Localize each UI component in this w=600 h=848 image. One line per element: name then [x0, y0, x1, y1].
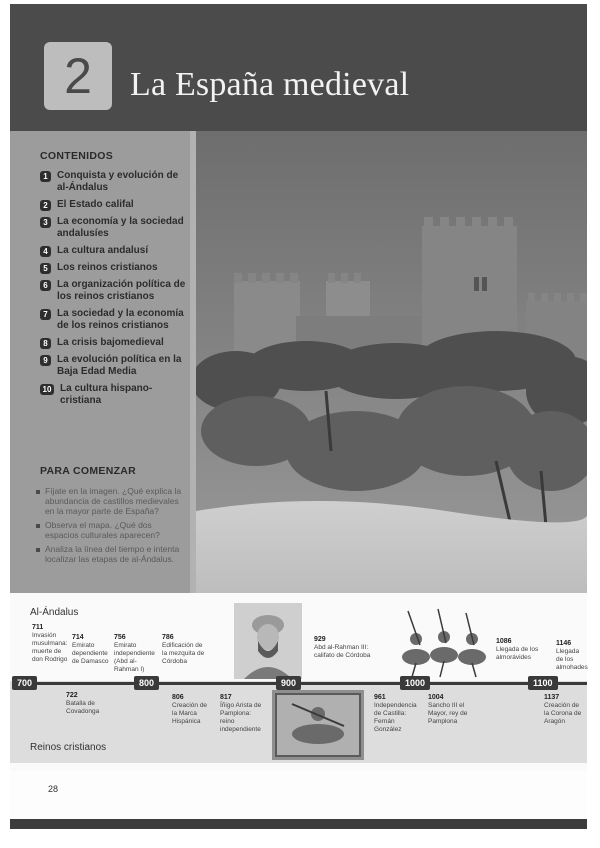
knight-drawing: [272, 690, 364, 760]
question-item: [36, 544, 186, 564]
item-label: Conquista y evolución de al-Ándalus: [57, 170, 179, 193]
event-year: 806: [172, 694, 184, 701]
event-year: 722: [66, 692, 78, 699]
contents-heading: CONTENIDOS: [40, 150, 114, 162]
event-desc: Emirato independiente (Abd al-Rahman I): [114, 642, 155, 673]
question-text: Fíjate en la imagen. ¿Qué explica la abundancia de castillos medievales en la mayor parte de España?: [45, 486, 182, 516]
timeline-event: [66, 692, 106, 716]
question-text: Analiza la línea del tiempo e intenta localizar las etapas de al-Ándalus.: [45, 544, 180, 564]
timeline-event: [32, 624, 68, 664]
event-year: 1004: [428, 694, 444, 701]
event-desc: Edificación de la mezquita de Córdoba: [162, 642, 205, 665]
event-year: 817: [220, 694, 232, 701]
event-year: 756: [114, 634, 126, 641]
event-year: 786: [162, 634, 174, 641]
event-year: 714: [72, 634, 84, 641]
event-desc: Íñigo Arista de Pamplona: reino independiente: [220, 702, 262, 733]
page-number: 28: [48, 784, 59, 794]
contents-item[interactable]: [40, 308, 190, 332]
timeline-event: [556, 640, 586, 672]
item-number: 1: [40, 171, 51, 182]
timeline-event: [314, 636, 372, 660]
event-year: 929: [314, 636, 326, 643]
chapter-number: 2: [44, 42, 112, 110]
event-desc: Sancho III el Mayor, rey de Pamplona: [428, 702, 468, 725]
item-label: La evolución política en la Baja Edad Media: [57, 354, 182, 377]
timeline-marker: 1000: [400, 676, 430, 690]
item-label: La cultura hispano-cristiana: [60, 383, 153, 406]
contents-item[interactable]: [40, 354, 190, 378]
event-year: 961: [374, 694, 386, 701]
contents-item[interactable]: [40, 383, 190, 407]
item-label: La crisis bajomedieval: [57, 337, 164, 348]
event-desc: Llegada de los almorávides: [496, 646, 539, 661]
contents-item[interactable]: [40, 216, 190, 240]
event-desc: Llegada de los almohades: [556, 648, 588, 671]
contents-item[interactable]: [40, 337, 190, 349]
item-number: 7: [40, 309, 51, 320]
question-text: Observa el mapa. ¿Qué dos espacios culturales aparecen?: [45, 520, 160, 540]
contents-item[interactable]: [40, 170, 190, 194]
timeline-event: [428, 694, 472, 726]
item-number: 3: [40, 217, 51, 228]
item-label: El Estado califal: [57, 199, 134, 210]
event-year: 711: [32, 624, 44, 631]
timeline-top-label: Al-Ándalus: [30, 607, 79, 618]
question-item: [36, 520, 186, 540]
timeline-event: [162, 634, 208, 666]
item-label: La sociedad y la economía de los reinos cristianos: [57, 308, 184, 331]
event-desc: Batalla de Covadonga: [66, 700, 100, 715]
bullet-icon: [36, 548, 40, 552]
event-desc: Abd al-Rahman III: califato de Córdoba: [314, 644, 371, 659]
portrait-drawing: [234, 603, 302, 679]
chapter-title: La España medieval: [130, 66, 410, 103]
event-year: 1137: [544, 694, 560, 701]
timeline-event: [544, 694, 584, 726]
event-desc: Creación de la Corona de Aragón: [544, 702, 582, 725]
contents-item[interactable]: [40, 199, 190, 211]
event-desc: Emirato dependiente de Damasco: [72, 642, 109, 665]
item-number: 9: [40, 355, 51, 366]
timeline-marker: 700: [12, 676, 37, 690]
timeline-event: [496, 638, 544, 662]
event-year: 1086: [496, 638, 512, 645]
bullet-icon: [36, 490, 40, 494]
contents-item[interactable]: [40, 262, 190, 274]
event-desc: Independencia de Castilla: Fernán González: [374, 702, 417, 733]
timeline-event: [220, 694, 266, 734]
event-desc: Creación de la Marca Hispánica: [172, 702, 208, 725]
question-item: [36, 486, 186, 516]
item-label: La cultura andalusí: [57, 245, 149, 256]
item-number: 8: [40, 338, 51, 349]
contents-item[interactable]: [40, 245, 190, 257]
timeline-marker: 900: [276, 676, 301, 690]
item-number: 10: [40, 384, 54, 395]
bullet-icon: [36, 524, 40, 528]
contents-item[interactable]: [40, 279, 190, 303]
timeline-event: [114, 634, 156, 674]
caliph-portrait: [234, 603, 302, 679]
item-number: 5: [40, 263, 51, 274]
timeline-event: [172, 694, 212, 726]
timeline-event: [374, 694, 418, 734]
timeline-bottom-label: Reinos cristianos: [30, 742, 107, 753]
item-label: Los reinos cristianos: [57, 262, 158, 273]
army-drawing: [398, 605, 490, 679]
timeline-marker: 800: [134, 676, 159, 690]
event-year: 1146: [556, 640, 572, 647]
event-desc: Invasión musulmana: muerte de don Rodrigo: [32, 632, 68, 663]
army-illustration: [398, 605, 490, 679]
timeline-marker: 1100: [528, 676, 558, 690]
item-number: 2: [40, 200, 51, 211]
item-label: La organización política de los reinos cristianos: [57, 279, 186, 302]
start-heading: PARA COMENZAR: [40, 465, 137, 477]
footer-bar: [10, 819, 587, 829]
castle-illustration: [196, 131, 587, 593]
item-number: 6: [40, 280, 51, 291]
timeline-event: [72, 634, 110, 666]
item-label: La economía y la sociedad andalusíes: [57, 216, 184, 239]
item-number: 4: [40, 246, 51, 257]
questions-list: [36, 486, 186, 568]
castle-photo: [196, 131, 587, 593]
contents-list: [40, 170, 190, 412]
knight-illustration: [272, 690, 364, 760]
